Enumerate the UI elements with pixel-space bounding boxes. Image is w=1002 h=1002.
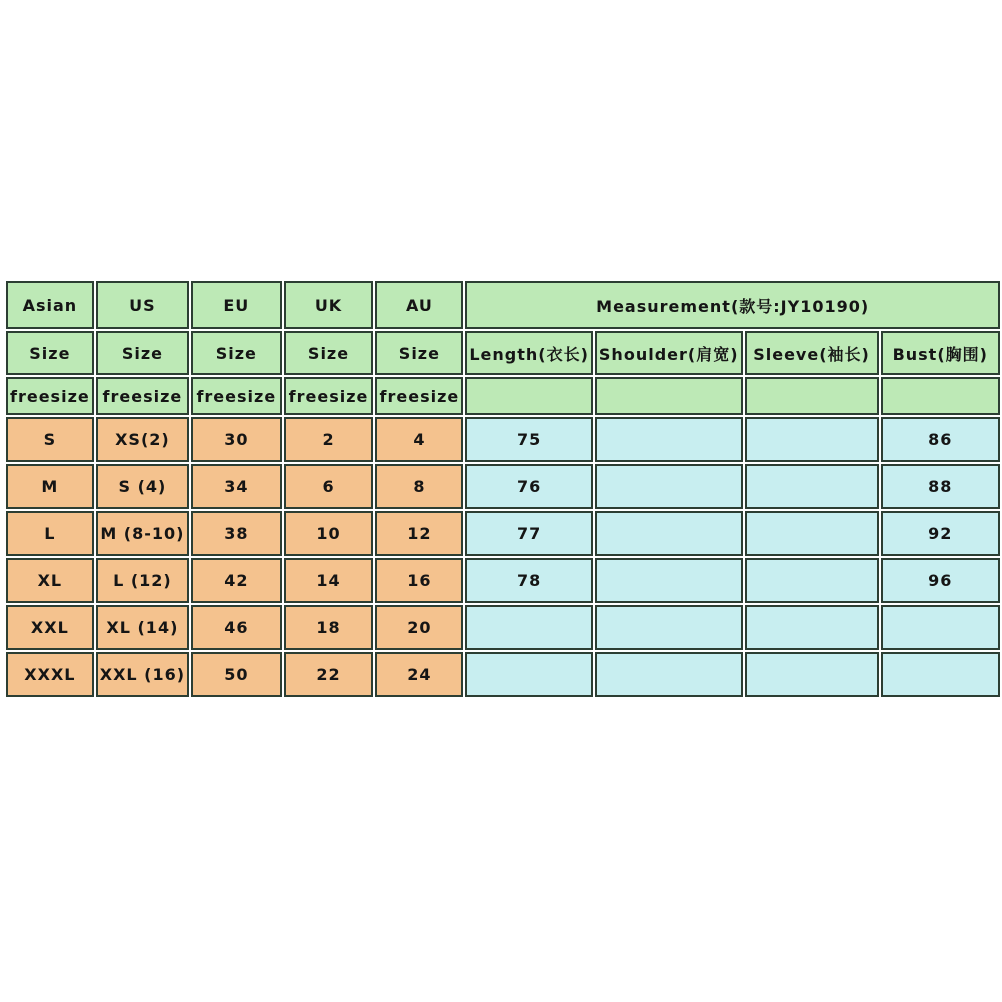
us-size-cell: XXL (16) (96, 652, 189, 697)
empty-cell (465, 377, 593, 415)
bust-cell: 88 (881, 464, 1000, 509)
shoulder-cell (595, 652, 743, 697)
header-measurement-title: Measurement(款号:JY10190) (465, 281, 1000, 329)
au-size-cell: 8 (375, 464, 463, 509)
header-sleeve: Sleeve(袖长) (745, 331, 879, 375)
shoulder-cell (595, 605, 743, 650)
length-cell: 77 (465, 511, 593, 556)
header-eu: EU (191, 281, 282, 329)
size-label: Size (96, 331, 189, 375)
sleeve-cell (745, 605, 879, 650)
table-row (6, 417, 1000, 462)
bust-cell: 96 (881, 558, 1000, 603)
length-cell: 76 (465, 464, 593, 509)
shoulder-cell (595, 464, 743, 509)
asian-size-cell: S (6, 417, 94, 462)
shoulder-cell (595, 558, 743, 603)
shoulder-cell (595, 417, 743, 462)
us-size-cell: XS(2) (96, 417, 189, 462)
us-size-cell: S (4) (96, 464, 189, 509)
asian-size-cell: L (6, 511, 94, 556)
us-size-cell: L (12) (96, 558, 189, 603)
freesize-cell: freesize (191, 377, 282, 415)
table-row (6, 511, 1000, 556)
length-cell (465, 652, 593, 697)
uk-size-cell: 2 (284, 417, 374, 462)
sleeve-cell (745, 464, 879, 509)
eu-size-cell: 42 (191, 558, 282, 603)
uk-size-cell: 14 (284, 558, 374, 603)
empty-cell (881, 377, 1000, 415)
au-size-cell: 12 (375, 511, 463, 556)
freesize-cell: freesize (284, 377, 374, 415)
bust-cell (881, 652, 1000, 697)
eu-size-cell: 30 (191, 417, 282, 462)
length-cell: 75 (465, 417, 593, 462)
empty-cell (745, 377, 879, 415)
au-size-cell: 24 (375, 652, 463, 697)
header-uk: UK (284, 281, 374, 329)
table-row (6, 652, 1000, 697)
empty-cell (595, 377, 743, 415)
uk-size-cell: 18 (284, 605, 374, 650)
header-length: Length(衣长) (465, 331, 593, 375)
uk-size-cell: 6 (284, 464, 374, 509)
table-row (6, 464, 1000, 509)
uk-size-cell: 10 (284, 511, 374, 556)
us-size-cell: XL (14) (96, 605, 189, 650)
size-label: Size (191, 331, 282, 375)
length-cell: 78 (465, 558, 593, 603)
table-row (6, 605, 1000, 650)
bust-cell: 92 (881, 511, 1000, 556)
eu-size-cell: 46 (191, 605, 282, 650)
sleeve-cell (745, 652, 879, 697)
size-label: Size (6, 331, 94, 375)
asian-size-cell: XL (6, 558, 94, 603)
table-row (6, 558, 1000, 603)
header-row-columns (6, 331, 1000, 375)
eu-size-cell: 38 (191, 511, 282, 556)
length-cell (465, 605, 593, 650)
au-size-cell: 16 (375, 558, 463, 603)
header-bust: Bust(胸围) (881, 331, 1000, 375)
asian-size-cell: M (6, 464, 94, 509)
eu-size-cell: 34 (191, 464, 282, 509)
bust-cell (881, 605, 1000, 650)
header-shoulder: Shoulder(肩宽) (595, 331, 743, 375)
header-us: US (96, 281, 189, 329)
size-label: Size (375, 331, 463, 375)
size-label: Size (284, 331, 374, 375)
bust-cell: 86 (881, 417, 1000, 462)
us-size-cell: M (8-10) (96, 511, 189, 556)
asian-size-cell: XXXL (6, 652, 94, 697)
sleeve-cell (745, 511, 879, 556)
freesize-cell: freesize (6, 377, 94, 415)
au-size-cell: 4 (375, 417, 463, 462)
freesize-row (6, 377, 1000, 415)
header-asian: Asian (6, 281, 94, 329)
freesize-cell: freesize (96, 377, 189, 415)
eu-size-cell: 50 (191, 652, 282, 697)
au-size-cell: 20 (375, 605, 463, 650)
uk-size-cell: 22 (284, 652, 374, 697)
freesize-cell: freesize (375, 377, 463, 415)
header-au: AU (375, 281, 463, 329)
sleeve-cell (745, 558, 879, 603)
sleeve-cell (745, 417, 879, 462)
shoulder-cell (595, 511, 743, 556)
header-row-regions (6, 281, 1000, 329)
size-chart-table (4, 279, 1002, 699)
asian-size-cell: XXL (6, 605, 94, 650)
